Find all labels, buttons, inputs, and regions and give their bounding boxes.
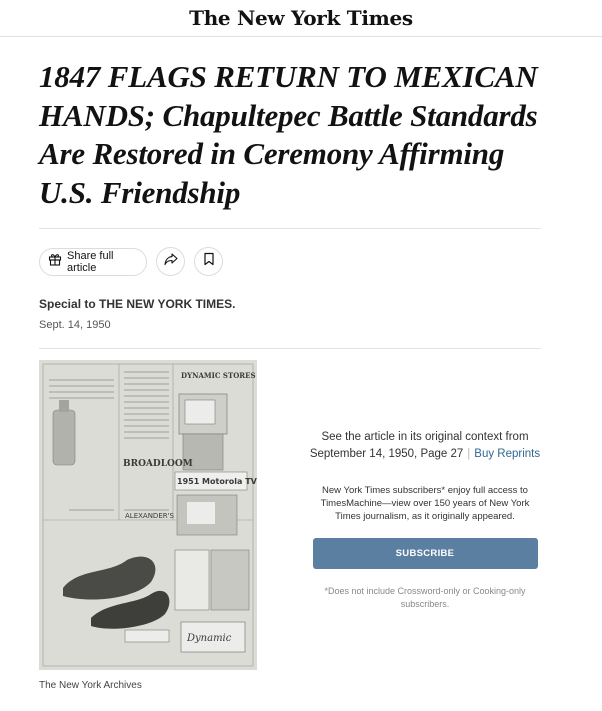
- subscribe-button[interactable]: SUBSCRIBE: [313, 538, 538, 569]
- context-prefix: See the article in its original context from: [321, 431, 529, 443]
- headline: 1847 FLAGS RETURN TO MEXICAN HANDS; Chapultepec Battle Standards Are Restored in Ceremony Affirming U.S. Friendship: [39, 59, 538, 210]
- subscription-footnote: *Does not include Crossword-only or Cooking-only subscribers.: [324, 586, 526, 609]
- divider: [39, 228, 541, 229]
- scan-headline: ALEXANDER'S: [125, 512, 174, 520]
- share-arrow-icon: [163, 252, 179, 271]
- subscriber-promo: New York Times subscribers* enjoy full access to TimesMachine—view over 150 years of New York Times journalism, as it originally appeared.: [320, 485, 530, 522]
- scan-headline: BROADLOOM: [123, 459, 193, 469]
- bookmark-icon: [203, 252, 215, 271]
- archive-page-scan[interactable]: [39, 360, 257, 670]
- byline: Special to THE NEW YORK TIMES.: [39, 297, 236, 311]
- context-date[interactable]: September 14, 1950, Page 27: [309, 448, 464, 460]
- scan-headline: 1951 Motorola TV: [177, 477, 257, 486]
- nyt-logo[interactable]: The New York Times: [189, 6, 413, 30]
- save-button[interactable]: [194, 247, 223, 276]
- dateline: Sept. 14, 1950: [39, 319, 111, 331]
- image-credit: The New York Archives: [39, 680, 142, 691]
- separator: |: [467, 448, 471, 460]
- share-button[interactable]: [156, 247, 185, 276]
- masthead: [0, 0, 602, 37]
- share-full-article-label: Share full article: [67, 249, 114, 274]
- share-toolbar: [39, 247, 541, 276]
- article: [39, 36, 541, 691]
- buy-reprints-link[interactable]: Buy Reprints: [474, 448, 541, 460]
- original-context: [309, 429, 541, 463]
- share-full-article-button[interactable]: [39, 248, 147, 276]
- scan-headline: DYNAMIC STORES: [181, 371, 256, 380]
- divider: [39, 348, 541, 349]
- gift-icon: [48, 252, 62, 271]
- scan-headline: Dynamic: [187, 633, 232, 644]
- timesmachine-panel: [309, 429, 541, 611]
